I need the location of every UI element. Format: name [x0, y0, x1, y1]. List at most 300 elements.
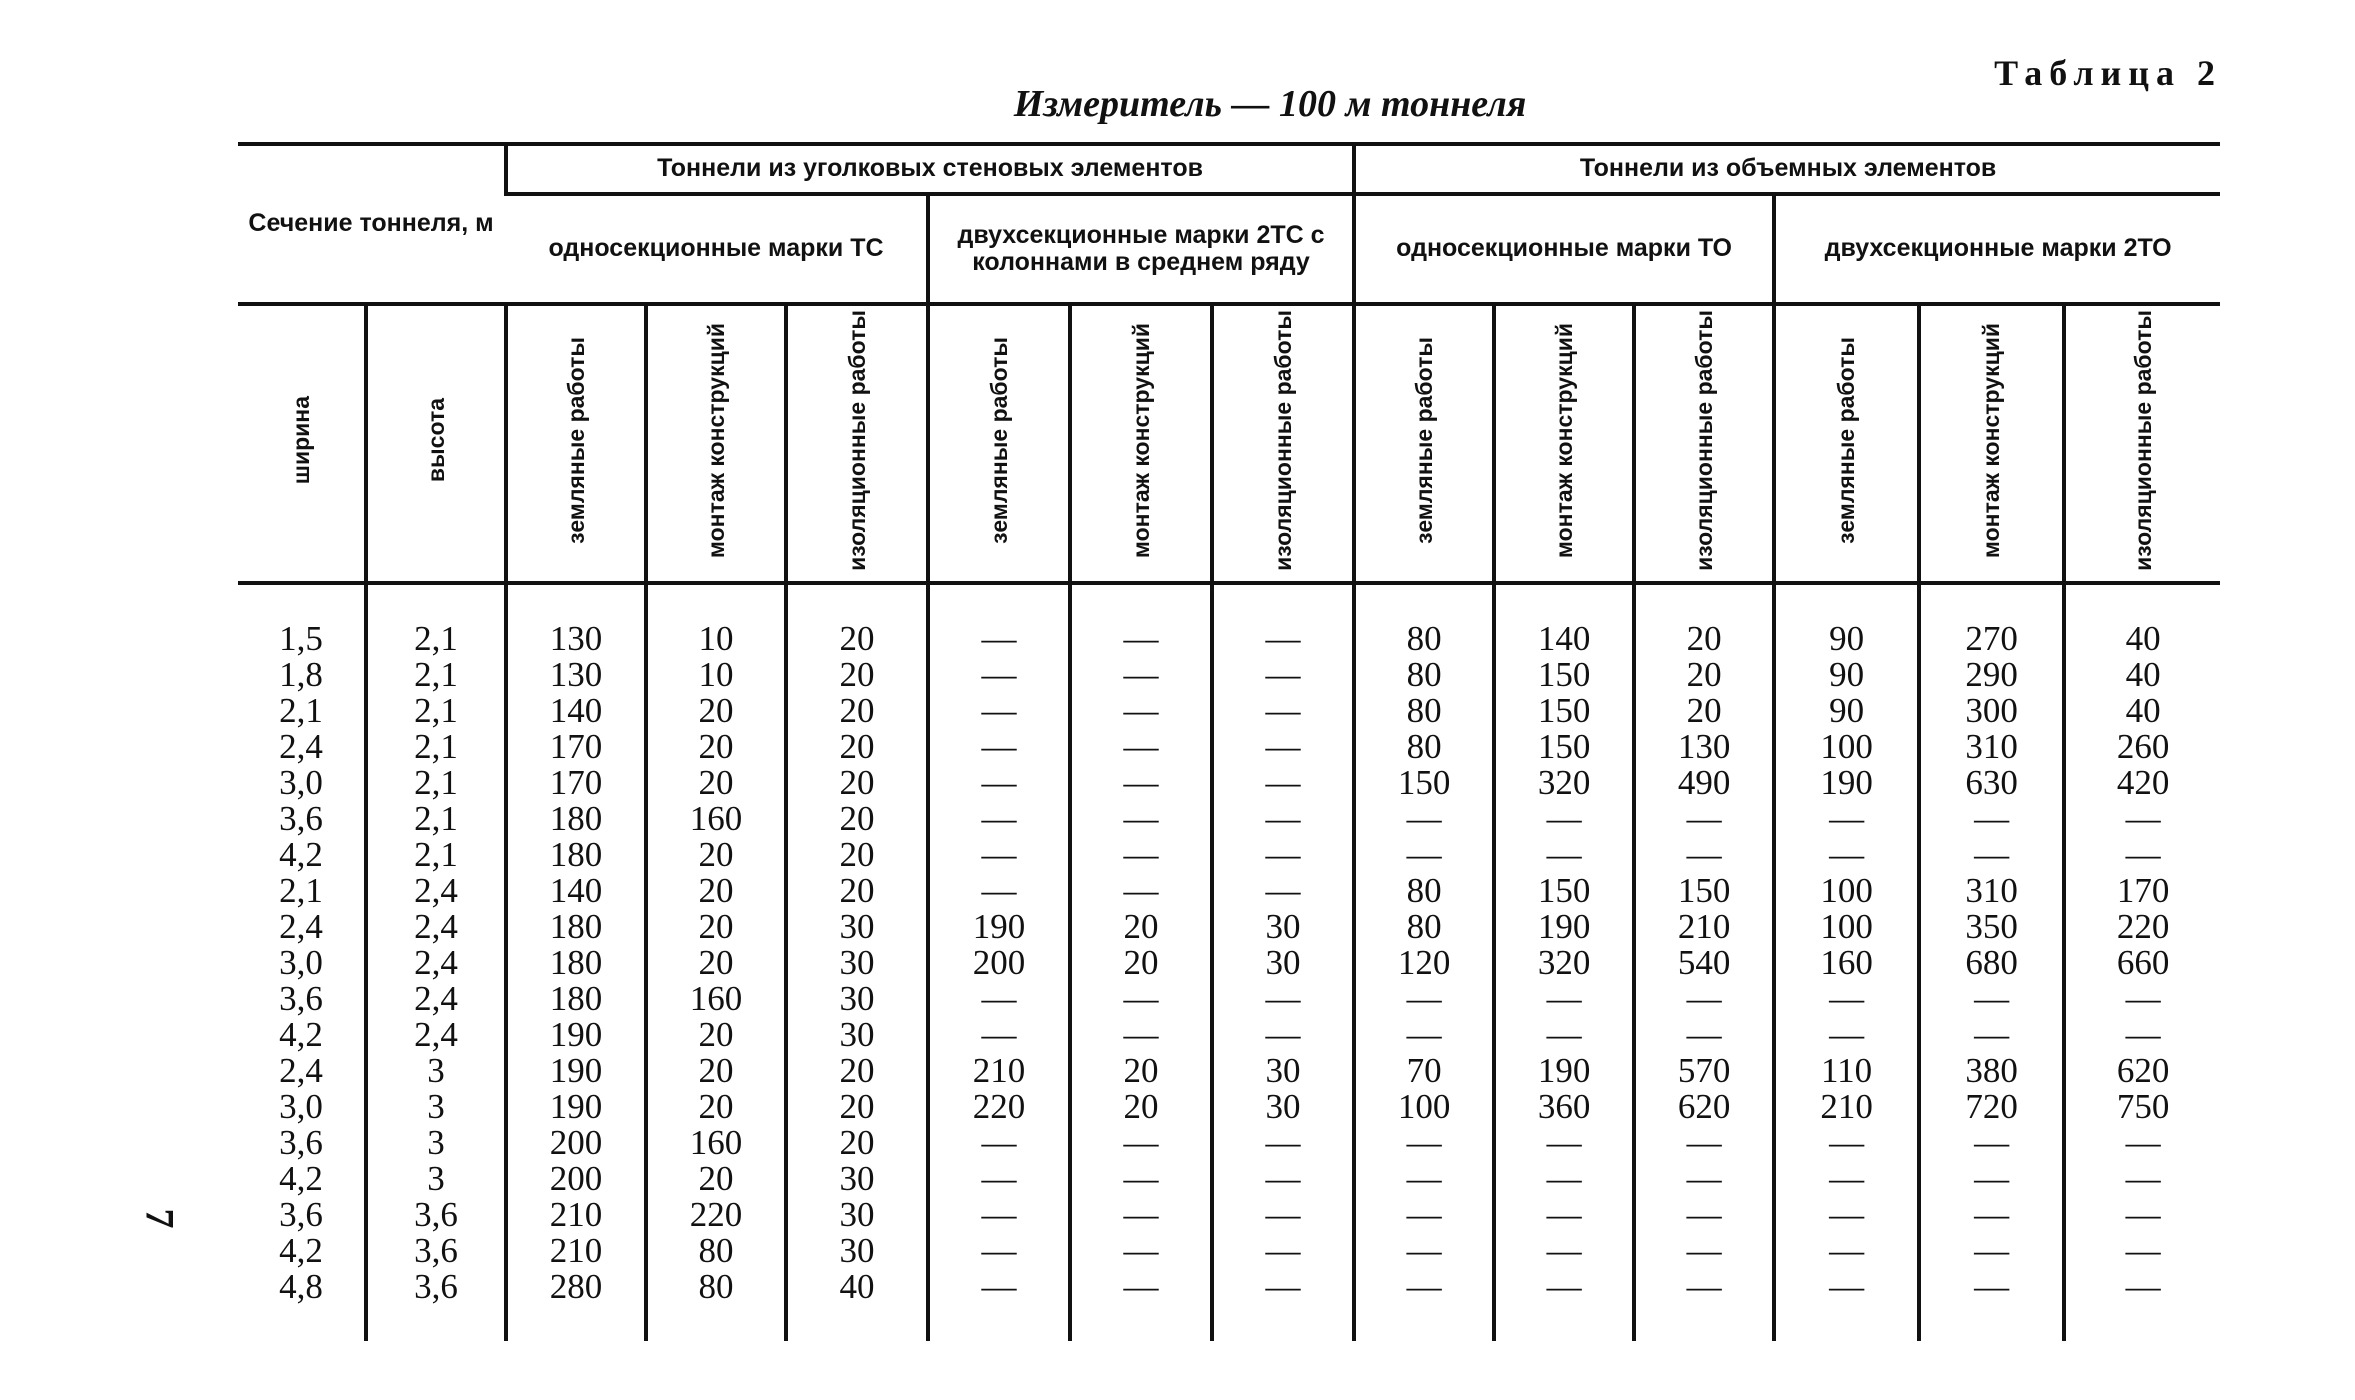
table-cell: — — [1070, 801, 1212, 837]
table-cell: 20 — [646, 1089, 786, 1125]
table-cell: — — [2064, 837, 2220, 873]
table-cell: 20 — [786, 693, 928, 729]
table-cell: 130 — [506, 583, 646, 657]
table-cell: 3 — [366, 1161, 506, 1197]
table-cell: 320 — [1494, 945, 1634, 981]
table-cell: — — [1070, 693, 1212, 729]
table-row — [238, 583, 2220, 657]
table-cell: 210 — [506, 1197, 646, 1233]
header-earth-to: земляные работы — [1354, 304, 1494, 583]
table-caption: Измеритель — 100 м тоннеля — [1013, 83, 1527, 125]
table-cell: — — [1354, 801, 1494, 837]
table-cell: 3,0 — [279, 1087, 323, 1127]
table-cell: — — [1070, 583, 1212, 657]
table-cell: 140 — [506, 873, 646, 909]
table-cell: — — [1354, 981, 1494, 1017]
table-cell: 20 — [786, 1053, 928, 1089]
table-cell: 3,6 — [279, 979, 323, 1019]
table-cell: 120 — [1354, 945, 1494, 981]
table-cell: 200 — [506, 1161, 646, 1197]
table-cell: — — [1070, 1017, 1212, 1053]
table-cell: 20 — [786, 1125, 928, 1161]
table-cell: — — [1919, 801, 2064, 837]
table-cell: — — [1634, 1125, 1774, 1161]
header-mount-2to: монтаж конструкций — [1919, 304, 2064, 583]
table-cell: 190 — [506, 1089, 646, 1125]
table-cell: — — [1774, 1125, 1919, 1161]
table-cell: — — [1919, 1197, 2064, 1233]
table-cell: 30 — [786, 1233, 928, 1269]
table-cell: 570 — [1634, 1053, 1774, 1089]
header-double-2to: двухсекционные марки 2ТО — [1774, 194, 2220, 304]
table-cell: — — [928, 837, 1070, 873]
table-cell: — — [1212, 1161, 1354, 1197]
table-cell: 360 — [1494, 1089, 1634, 1125]
table-cell: 3,6 — [279, 1123, 323, 1163]
table-cell: 170 — [506, 765, 646, 801]
header-group-corner-elements: Тоннели из уголковых стеновых элементов — [506, 144, 1354, 194]
table-cell: 720 — [1919, 1089, 2064, 1125]
table-cell: — — [1774, 1269, 1919, 1341]
table-cell: — — [1774, 1017, 1919, 1053]
table-cell: 20 — [646, 693, 786, 729]
table-cell: 210 — [928, 1053, 1070, 1089]
table-row — [238, 729, 2220, 765]
page-number: 7 — [137, 1208, 183, 1229]
table-cell: 220 — [2064, 909, 2220, 945]
table-cell: — — [2064, 1017, 2220, 1053]
table-cell: — — [1212, 693, 1354, 729]
table-cell: — — [928, 657, 1070, 693]
table-cell: 20 — [646, 729, 786, 765]
table-cell: 380 — [1919, 1053, 2064, 1089]
table-cell: — — [928, 1233, 1070, 1269]
table-cell: — — [1634, 981, 1774, 1017]
table-cell: 20 — [786, 801, 928, 837]
header-insul-2ts: изоляционные работы — [1212, 304, 1354, 583]
table-cell: 190 — [1494, 909, 1634, 945]
table-row — [238, 657, 2220, 693]
table-cell: — — [1070, 1269, 1212, 1341]
table-cell: 680 — [1919, 945, 2064, 981]
table-cell: 2,1 — [279, 871, 323, 911]
table-cell: 160 — [646, 981, 786, 1017]
table-cell: 310 — [1919, 873, 2064, 909]
table-cell: — — [1070, 657, 1212, 693]
table-cell: 150 — [1634, 873, 1774, 909]
table-cell: — — [1212, 873, 1354, 909]
table-cell: — — [1212, 657, 1354, 693]
table-cell: 170 — [506, 729, 646, 765]
table-cell: 20 — [786, 837, 928, 873]
table-cell: 660 — [2064, 945, 2220, 981]
table-row — [238, 1197, 2220, 1233]
table-cell: 320 — [1494, 765, 1634, 801]
table-cell: 20 — [646, 1053, 786, 1089]
table-cell: 180 — [506, 945, 646, 981]
header-mount-2ts: монтаж конструкций — [1070, 304, 1212, 583]
table-cell: 220 — [928, 1089, 1070, 1125]
table-cell: 100 — [1774, 729, 1919, 765]
table-cell: — — [2064, 1161, 2220, 1197]
table-row — [238, 981, 2220, 1017]
table-cell: 160 — [1774, 945, 1919, 981]
table-cell: 3,6 — [366, 1269, 506, 1341]
table-cell: 160 — [646, 1125, 786, 1161]
table-cell: — — [1070, 1161, 1212, 1197]
table-cell: — — [928, 1161, 1070, 1197]
table-cell: 20 — [786, 873, 928, 909]
table-cell: 30 — [786, 909, 928, 945]
table-cell: 10 — [646, 583, 786, 657]
table-cell: 270 — [1919, 583, 2064, 657]
table-cell: 3,6 — [279, 799, 323, 839]
table-cell: 30 — [786, 981, 928, 1017]
table-cell: — — [1919, 981, 2064, 1017]
header-single-to: односекционные марки ТО — [1354, 194, 1774, 304]
table-cell: 150 — [1494, 693, 1634, 729]
table-cell: 20 — [646, 837, 786, 873]
table-cell: 40 — [786, 1269, 928, 1341]
table-cell: 350 — [1919, 909, 2064, 945]
table-cell: — — [1070, 1233, 1212, 1269]
table-cell: 20 — [786, 583, 928, 657]
table-cell: 190 — [928, 909, 1070, 945]
table-cell: 4,2 — [279, 1231, 323, 1271]
table-cell: 100 — [1774, 909, 1919, 945]
table-cell: 4,2 — [279, 835, 323, 875]
table-cell: 80 — [1354, 729, 1494, 765]
table-row — [238, 765, 2220, 801]
table-cell: 20 — [1070, 1089, 1212, 1125]
table-cell: 20 — [646, 765, 786, 801]
table-cell: 2,4 — [279, 907, 323, 947]
table-cell: — — [1070, 765, 1212, 801]
table-cell: 20 — [646, 909, 786, 945]
table-cell: 290 — [1919, 657, 2064, 693]
table-cell: — — [1919, 1161, 2064, 1197]
table-cell: 2,1 — [366, 837, 506, 873]
table-cell: — — [1070, 729, 1212, 765]
table-cell: — — [1774, 801, 1919, 837]
table-cell: — — [1354, 1269, 1494, 1341]
table-cell: 2,4 — [366, 981, 506, 1017]
table-cell: 90 — [1774, 583, 1919, 657]
table-cell: 180 — [506, 837, 646, 873]
table-cell: — — [1919, 1233, 2064, 1269]
table-cell: — — [1634, 837, 1774, 873]
table-cell: 2,4 — [279, 1051, 323, 1091]
table-cell: 2,1 — [279, 691, 323, 731]
table-cell: — — [1212, 1269, 1354, 1341]
table-cell: 180 — [506, 981, 646, 1017]
table-row — [238, 693, 2220, 729]
table-cell: 3 — [366, 1125, 506, 1161]
table-cell: 3,0 — [279, 763, 323, 803]
table-cell: 20 — [1634, 657, 1774, 693]
table-cell: — — [1070, 837, 1212, 873]
table-cell: — — [928, 1125, 1070, 1161]
table-cell: 200 — [506, 1125, 646, 1161]
table-cell: 3 — [366, 1053, 506, 1089]
table-cell: — — [1919, 837, 2064, 873]
table-cell: 90 — [1774, 657, 1919, 693]
table-cell: — — [1774, 981, 1919, 1017]
table-cell: — — [1494, 801, 1634, 837]
header-section: Сечение тоннеля, м — [238, 144, 506, 304]
table-cell: 750 — [2064, 1089, 2220, 1125]
table-cell: — — [1070, 1197, 1212, 1233]
table-cell: 30 — [1212, 909, 1354, 945]
table-cell: 30 — [786, 1161, 928, 1197]
table-cell: — — [1212, 583, 1354, 657]
table-cell: — — [1634, 1197, 1774, 1233]
table-cell: — — [1354, 1125, 1494, 1161]
table-cell: 260 — [2064, 729, 2220, 765]
table-row — [238, 1017, 2220, 1053]
table-cell: 110 — [1774, 1053, 1919, 1089]
table-row — [238, 909, 2220, 945]
table-cell: 2,1 — [366, 693, 506, 729]
table-row — [238, 945, 2220, 981]
table-cell: 210 — [1634, 909, 1774, 945]
table-cell: — — [1774, 1161, 1919, 1197]
table-cell: — — [1494, 1161, 1634, 1197]
table-cell: 620 — [1634, 1089, 1774, 1125]
table-cell: 630 — [1919, 765, 2064, 801]
table-cell: — — [1634, 1017, 1774, 1053]
table-cell: — — [1774, 837, 1919, 873]
table-row — [238, 1269, 2220, 1341]
table-cell: — — [2064, 1233, 2220, 1269]
table-body — [238, 583, 2220, 1341]
table-row — [238, 1125, 2220, 1161]
table-cell: 20 — [786, 765, 928, 801]
table-cell: — — [928, 693, 1070, 729]
table-cell: 140 — [506, 693, 646, 729]
header-earth-ts: земляные работы — [506, 304, 646, 583]
table-cell: 80 — [1354, 657, 1494, 693]
table-cell: — — [1070, 873, 1212, 909]
table-cell: — — [1919, 1125, 2064, 1161]
table-cell: 20 — [1634, 693, 1774, 729]
table-cell: — — [1494, 1017, 1634, 1053]
table-cell: 2,4 — [366, 909, 506, 945]
table-cell: 4,2 — [279, 1015, 323, 1055]
table-cell: — — [1774, 1233, 1919, 1269]
table-cell: — — [928, 1017, 1070, 1053]
table-cell: — — [1494, 1125, 1634, 1161]
table-cell: — — [2064, 801, 2220, 837]
table-cell: — — [1354, 1161, 1494, 1197]
table-cell: 1,5 — [279, 619, 323, 659]
table-cell: 80 — [1354, 693, 1494, 729]
table-cell: — — [1634, 1161, 1774, 1197]
table-cell: 490 — [1634, 765, 1774, 801]
table-cell: — — [1494, 981, 1634, 1017]
table-cell: — — [928, 729, 1070, 765]
table-cell: 30 — [1212, 945, 1354, 981]
table-cell: 90 — [1774, 693, 1919, 729]
table-cell: 30 — [1212, 1089, 1354, 1125]
table-cell: 170 — [2064, 873, 2220, 909]
table-cell: — — [1494, 1233, 1634, 1269]
table-cell: 30 — [786, 1017, 928, 1053]
table-cell: — — [1919, 1269, 2064, 1341]
table-cell: 210 — [1774, 1089, 1919, 1125]
table-row — [238, 1161, 2220, 1197]
table-cell: — — [2064, 1125, 2220, 1161]
table-cell: 310 — [1919, 729, 2064, 765]
table-cell: 140 — [1494, 583, 1634, 657]
table-cell: — — [928, 1269, 1070, 1341]
table-cell: 4,8 — [279, 1267, 323, 1307]
table-cell: — — [1919, 1017, 2064, 1053]
table-cell: 20 — [786, 657, 928, 693]
table-cell: 620 — [2064, 1053, 2220, 1089]
table-cell: — — [1634, 1269, 1774, 1341]
header-group-volume-elements: Тоннели из объемных элементов — [1354, 144, 2220, 194]
table-cell: — — [1494, 837, 1634, 873]
header-double-2ts: двухсекционные марки 2ТС с колоннами в среднем ряду — [928, 194, 1354, 304]
table-cell: 2,1 — [366, 765, 506, 801]
table-cell: 2,4 — [279, 727, 323, 767]
table-cell: — — [1212, 1017, 1354, 1053]
table-cell: 1,8 — [279, 655, 323, 695]
table-cell: 3,0 — [279, 943, 323, 983]
table-cell: — — [1070, 981, 1212, 1017]
table-cell: 80 — [1354, 583, 1494, 657]
table-cell: 2,1 — [366, 657, 506, 693]
header-mount-ts: монтаж конструкций — [646, 304, 786, 583]
table-cell: 2,4 — [366, 873, 506, 909]
table-cell: 20 — [646, 945, 786, 981]
table-cell: 150 — [1354, 765, 1494, 801]
table-cell: — — [1634, 1233, 1774, 1269]
table-cell: 420 — [2064, 765, 2220, 801]
table-cell: — — [2064, 1197, 2220, 1233]
table-cell: 180 — [506, 909, 646, 945]
table-cell: 130 — [506, 657, 646, 693]
table-cell: — — [1634, 801, 1774, 837]
table-row — [238, 1233, 2220, 1269]
table-cell: — — [2064, 1269, 2220, 1341]
table-cell: 3,6 — [366, 1197, 506, 1233]
table-cell: — — [1212, 981, 1354, 1017]
table-cell: — — [928, 583, 1070, 657]
table-cell: — — [1070, 1125, 1212, 1161]
header-insul-2to: изоляционные работы — [2064, 304, 2220, 583]
table-cell: 30 — [786, 945, 928, 981]
table-cell: 20 — [1070, 945, 1212, 981]
table-cell: — — [1212, 1233, 1354, 1269]
header-width: ширина — [238, 304, 366, 583]
table-cell: 190 — [1494, 1053, 1634, 1089]
table-cell: 160 — [646, 801, 786, 837]
table-cell: 20 — [1070, 1053, 1212, 1089]
table-cell: 2,4 — [366, 1017, 506, 1053]
table-cell: 3,6 — [279, 1195, 323, 1235]
table-cell: — — [928, 765, 1070, 801]
table-cell: 2,1 — [366, 583, 506, 657]
table-cell: 150 — [1494, 729, 1634, 765]
table-cell: — — [1212, 837, 1354, 873]
table-cell: 280 — [506, 1269, 646, 1341]
table-cell: — — [1354, 1233, 1494, 1269]
table-cell: 40 — [2064, 657, 2220, 693]
table-cell: 300 — [1919, 693, 2064, 729]
header-earth-2to: земляные работы — [1774, 304, 1919, 583]
table-cell: — — [1212, 801, 1354, 837]
table-cell: 100 — [1774, 873, 1919, 909]
table-cell: 10 — [646, 657, 786, 693]
table-cell: — — [1354, 837, 1494, 873]
table-cell: 100 — [1354, 1089, 1494, 1125]
table-cell: 20 — [1634, 583, 1774, 657]
table-row — [238, 837, 2220, 873]
table-row — [238, 1053, 2220, 1089]
table-row — [238, 873, 2220, 909]
table-cell: 4,2 — [279, 1159, 323, 1199]
table-cell: — — [1212, 1197, 1354, 1233]
header-insul-to: изоляционные работы — [1634, 304, 1774, 583]
table-cell: 190 — [506, 1053, 646, 1089]
table-cell: — — [1494, 1197, 1634, 1233]
table-cell: 150 — [1494, 873, 1634, 909]
table-cell: 150 — [1494, 657, 1634, 693]
table-number: Таблица 2 — [1994, 53, 2222, 93]
table-cell: 40 — [2064, 583, 2220, 657]
table-cell: 3,6 — [366, 1233, 506, 1269]
table-cell: — — [1354, 1197, 1494, 1233]
table-cell: 30 — [1212, 1053, 1354, 1089]
table-cell: 210 — [506, 1233, 646, 1269]
table-cell: 20 — [1070, 909, 1212, 945]
table-cell: 20 — [646, 1161, 786, 1197]
header-insul-ts: изоляционные работы — [786, 304, 928, 583]
table-cell: 20 — [646, 1017, 786, 1053]
table-cell: 200 — [928, 945, 1070, 981]
table-cell: 2,1 — [366, 729, 506, 765]
table-cell: — — [1354, 1017, 1494, 1053]
table-row — [238, 801, 2220, 837]
table-cell: — — [1774, 1197, 1919, 1233]
table-cell: 20 — [786, 1089, 928, 1125]
table-cell: — — [2064, 981, 2220, 1017]
table-cell: — — [928, 801, 1070, 837]
header-single-ts: односекционные марки ТС — [506, 194, 928, 304]
table-cell: 80 — [646, 1269, 786, 1341]
table-cell: 220 — [646, 1197, 786, 1233]
table-cell: 20 — [646, 873, 786, 909]
table-cell: 190 — [506, 1017, 646, 1053]
table-cell: 540 — [1634, 945, 1774, 981]
table-cell: — — [1212, 729, 1354, 765]
table-cell: — — [928, 981, 1070, 1017]
header-earth-2ts: земляные работы — [928, 304, 1070, 583]
table-cell: 40 — [2064, 693, 2220, 729]
table-cell: 130 — [1634, 729, 1774, 765]
table-cell: 2,4 — [366, 945, 506, 981]
header-height: высота — [366, 304, 506, 583]
table-cell: 3 — [366, 1089, 506, 1125]
table-cell: 20 — [786, 729, 928, 765]
table-cell: — — [928, 1197, 1070, 1233]
table-cell: — — [1494, 1269, 1634, 1341]
table-cell: 190 — [1774, 765, 1919, 801]
table-cell: 180 — [506, 801, 646, 837]
table-cell: — — [1212, 765, 1354, 801]
